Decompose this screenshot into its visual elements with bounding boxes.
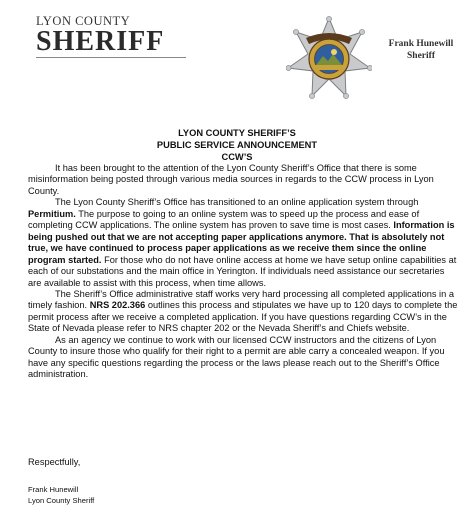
wordmark-county: LYON COUNTY — [36, 14, 131, 28]
sheriff-name: Frank Hunewill — [388, 39, 454, 49]
paragraph-2 — [28, 197, 458, 289]
paragraph-2-text-2: The purpose to going to an online system was to speed up the process and ease of completing CCW applications. The online system has proven to save time is most cases. — [28, 208, 420, 231]
announcement-body — [28, 163, 458, 381]
heading-line-1: LYON COUNTY SHERIFF’S — [178, 128, 296, 138]
heading-line-2: PUBLIC SERVICE ANNOUNCEMENT — [156, 139, 318, 150]
heading-line-3: CCW’S — [221, 151, 253, 162]
paragraph-3-text-2: outlines this process and stipulates we have up to 120 days to complete the permit process after we receive a completed application. If you have questions regarding CCW’s in the State of Nevada please refer to NRS chapter 202 or the Nevada Sheriff’s and Chiefs website. — [28, 300, 458, 334]
wordmark-sheriff: SHERIFF — [36, 26, 165, 57]
paragraph-2-text-3: For those who do not have online access at home we have setup online capabilities at each of our substations and the main office in Yerington. If individuals need assistance our secretaries are available to assist with this process, when time allows. — [28, 254, 457, 288]
paragraph-3-text-1: The Sheriff’s Office administrative staff works very hard processing all completed applications in a timely fashion. — [28, 288, 454, 311]
signature-name: Frank Hunewill — [28, 485, 79, 494]
letterhead — [0, 0, 474, 110]
paper-applications-emphasis: Information is being pushed out that we are not accepting paper applications anymore. That is absolutely not true, we have continued to process paper applications as we receive them since the online program started. — [28, 220, 455, 265]
paragraph-1: It has been brought to the attention of the Lyon County Sheriff’s Office that there is some misinformation being posted through various media sources in regards to the CCW process in Lyon County. — [28, 163, 434, 196]
signature-block — [28, 485, 94, 506]
sheriff-star-badge-icon — [286, 16, 372, 104]
signature-title: Lyon County Sheriff — [28, 495, 95, 505]
closing-salutation: Respectfully, — [28, 457, 81, 467]
wordmark-underline — [36, 57, 186, 58]
nrs-reference-emphasis: NRS 202.366 — [89, 300, 146, 311]
sheriff-title: Sheriff — [407, 51, 435, 61]
paragraph-2-text-1: The Lyon County Sheriff’s Office has transitioned to an online application system through — [55, 197, 419, 208]
permitium-emphasis: Permitium. — [28, 208, 76, 219]
sheriff-name-block — [376, 38, 466, 62]
paragraph-4: As an agency we continue to work with our licensed CCW instructors and the citizens of Lyon County to insure those who qualify for their right to a permit are able carry a concealed weapon. If you have any specific questions regarding the process or the laws please reach out to the Sheriff’s Office administration. — [28, 334, 445, 380]
agency-wordmark — [36, 14, 186, 57]
announcement-heading — [0, 128, 474, 163]
paragraph-3 — [28, 289, 458, 335]
